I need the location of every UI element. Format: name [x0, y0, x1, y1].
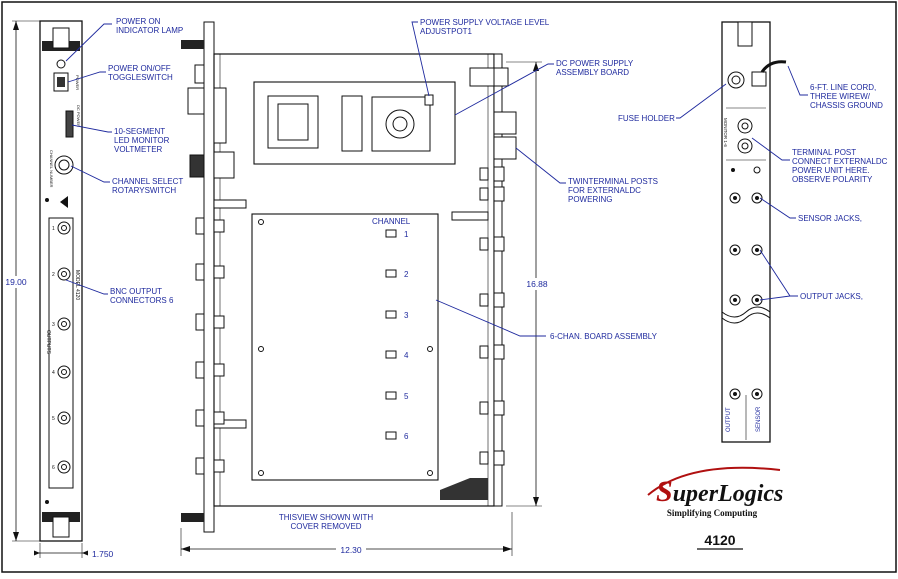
capacitor-icon — [342, 96, 362, 151]
line-cord-icon — [752, 72, 766, 86]
rear-sensor-text: SENSOR — [756, 406, 762, 432]
board-channel-switch-2 — [386, 270, 396, 277]
dimension-height-value: 19.00 — [5, 277, 27, 287]
side-bnc-rear-7 — [480, 451, 504, 465]
side-view — [181, 22, 516, 532]
channel-board-title: CHANNEL — [372, 217, 411, 226]
dimension-front-width — [34, 543, 117, 559]
rear-panel-view — [722, 22, 786, 442]
brand-block — [648, 468, 783, 549]
side-bottom-grip — [181, 513, 204, 522]
front-channel-number-6: 6 — [52, 465, 55, 471]
front-channel-number-4: 4 — [52, 370, 55, 376]
board-channel-switch-5 — [386, 392, 396, 399]
label-terminal-post-4: OBSERVE POLARITY — [792, 175, 873, 184]
board-channel-switch-3 — [386, 311, 396, 318]
label-twin-posts-2: FOR EXTERNALDC — [568, 186, 641, 195]
cover-note-line-1: THISVIEW SHOWN WITH — [278, 513, 374, 522]
front-outputs-text: OUTPUTS — [45, 330, 51, 354]
side-toggle — [188, 88, 204, 114]
front-bnc-connector-1 — [58, 222, 70, 234]
label-terminal-post-3: POWER UNIT HERE. — [792, 166, 870, 175]
board-channel-label-3: 3 — [404, 311, 409, 320]
side-front-plate — [204, 22, 214, 532]
side-bnc-rear-6 — [480, 401, 504, 415]
dimension-front-width-value: 1.750 — [92, 549, 114, 559]
led-meter-icon — [66, 111, 73, 137]
label-line-cord-2: THREE WIREW/ — [810, 92, 870, 101]
side-bnc-rear-1 — [480, 167, 504, 181]
front-mark-channel-number: CHANNEL NUMBER — [49, 150, 54, 188]
side-bnc-rear-4 — [480, 293, 504, 307]
label-twin-posts-1: TWINTERMINAL POSTS — [568, 177, 658, 186]
label-terminal-post-2: CONNECT EXTERNALDC — [792, 157, 888, 166]
side-lamp — [195, 65, 204, 83]
front-top-slot — [53, 28, 69, 48]
dimension-depth-value: 12.30 — [340, 545, 362, 555]
front-bnc-connector-5 — [58, 412, 70, 424]
label-sensor-jacks: SENSOR JACKS, — [798, 214, 863, 223]
front-model-text: MODEL 4120 — [74, 270, 80, 301]
six-channel-board — [252, 214, 438, 480]
rear-jack-4-2 — [752, 389, 762, 399]
rear-output-text: OUTPUT — [726, 407, 732, 432]
front-bnc-connector-6 — [58, 461, 70, 473]
side-bnc-rear-3 — [480, 237, 504, 251]
side-bnc-rear-2 — [480, 187, 504, 201]
label-six-chan-board: 6-CHAN. BOARD ASSEMBLY — [550, 332, 657, 341]
adjust-pot-icon — [425, 95, 433, 105]
front-channel-number-1: 1 — [52, 226, 55, 232]
label-terminal-post-1: TERMINAL POST — [792, 148, 857, 157]
label-bnc-output-2: CONNECTORS 6 — [110, 296, 174, 305]
label-power-lamp-2: INDICATOR LAMP — [116, 26, 184, 35]
side-bnc-rear-5 — [480, 345, 504, 359]
label-line-cord-3: CHASSIS GROUND — [810, 101, 883, 110]
model-number: 4120 — [704, 532, 736, 548]
label-power-switch-2: TOGGLESWITCH — [108, 73, 173, 82]
label-led-meter-3: VOLTMETER — [114, 145, 163, 154]
dimension-inner-height-value: 16.88 — [526, 279, 548, 289]
brand-name: SuperLogics — [656, 475, 784, 508]
label-psu-adjust-2: ADJUSTPOT1 — [420, 27, 473, 36]
board-channel-label-5: 5 — [404, 392, 409, 401]
side-top-grip — [181, 40, 204, 49]
label-channel-select-1: CHANNEL SELECT — [112, 177, 184, 186]
label-output-jacks: OUTPUT JACKS, — [800, 292, 863, 301]
rear-jack-3-1 — [730, 295, 740, 305]
front-mark-dc-power: DC POWER — [76, 105, 81, 127]
label-fuse-holder: FUSE HOLDER — [618, 114, 675, 123]
front-panel-view — [40, 21, 82, 541]
label-power-lamp-1: POWER ON — [116, 17, 161, 26]
twin-post-2 — [494, 137, 516, 159]
rear-jack-2-1 — [730, 245, 740, 255]
board-channel-label-2: 2 — [404, 270, 409, 279]
front-bnc-connector-3 — [58, 318, 70, 330]
front-channel-number-5: 5 — [52, 416, 55, 422]
front-mark-power: POWER — [75, 75, 80, 91]
board-channel-switch-6 — [386, 432, 396, 439]
board-channel-switch-4 — [386, 351, 396, 358]
cover-note-line-2: COVER REMOVED — [290, 522, 362, 531]
front-bottom-slot — [53, 517, 69, 537]
board-channel-switch-1 — [386, 230, 396, 237]
front-bnc-connector-2 — [58, 268, 70, 280]
rear-jack-4-1 — [730, 389, 740, 399]
label-dc-board-1: DC POWER SUPPLY — [556, 59, 634, 68]
power-lamp-icon — [57, 60, 65, 68]
label-power-switch-1: POWER ON/OFF — [108, 64, 171, 73]
side-rotary-knob — [190, 155, 204, 177]
power-toggle-lever — [57, 77, 65, 87]
board-channel-label-1: 1 — [404, 230, 409, 239]
label-twin-posts-3: POWERING — [568, 195, 613, 204]
rear-jack-1-1 — [730, 193, 740, 203]
front-channel-number-2: 2 — [52, 272, 55, 278]
brand-tagline: Simplifying Computing — [666, 508, 758, 518]
front-channel-number-3: 3 — [52, 322, 55, 328]
side-corner-brace — [440, 478, 488, 500]
twin-post-1 — [494, 112, 516, 134]
label-psu-adjust-1: POWER SUPPLY VOLTAGE LEVEL — [420, 18, 550, 27]
label-led-meter-1: 10-SEGMENT — [114, 127, 166, 136]
label-led-meter-2: LED MONITOR — [114, 136, 170, 145]
label-channel-select-2: ROTARYSWITCH — [112, 186, 177, 195]
board-channel-label-6: 6 — [404, 432, 409, 441]
label-dc-board-2: ASSEMBLY BOARD — [556, 68, 630, 77]
front-bnc-connector-4 — [58, 366, 70, 378]
label-bnc-output-1: BNC OUTPUT — [110, 287, 162, 296]
label-line-cord-1: 6-FT. LINE CORD, — [810, 83, 877, 92]
rear-monitor-text: MONITOR 1-6 — [723, 118, 728, 147]
dimension-height — [5, 21, 40, 541]
board-channel-label-4: 4 — [404, 351, 409, 360]
